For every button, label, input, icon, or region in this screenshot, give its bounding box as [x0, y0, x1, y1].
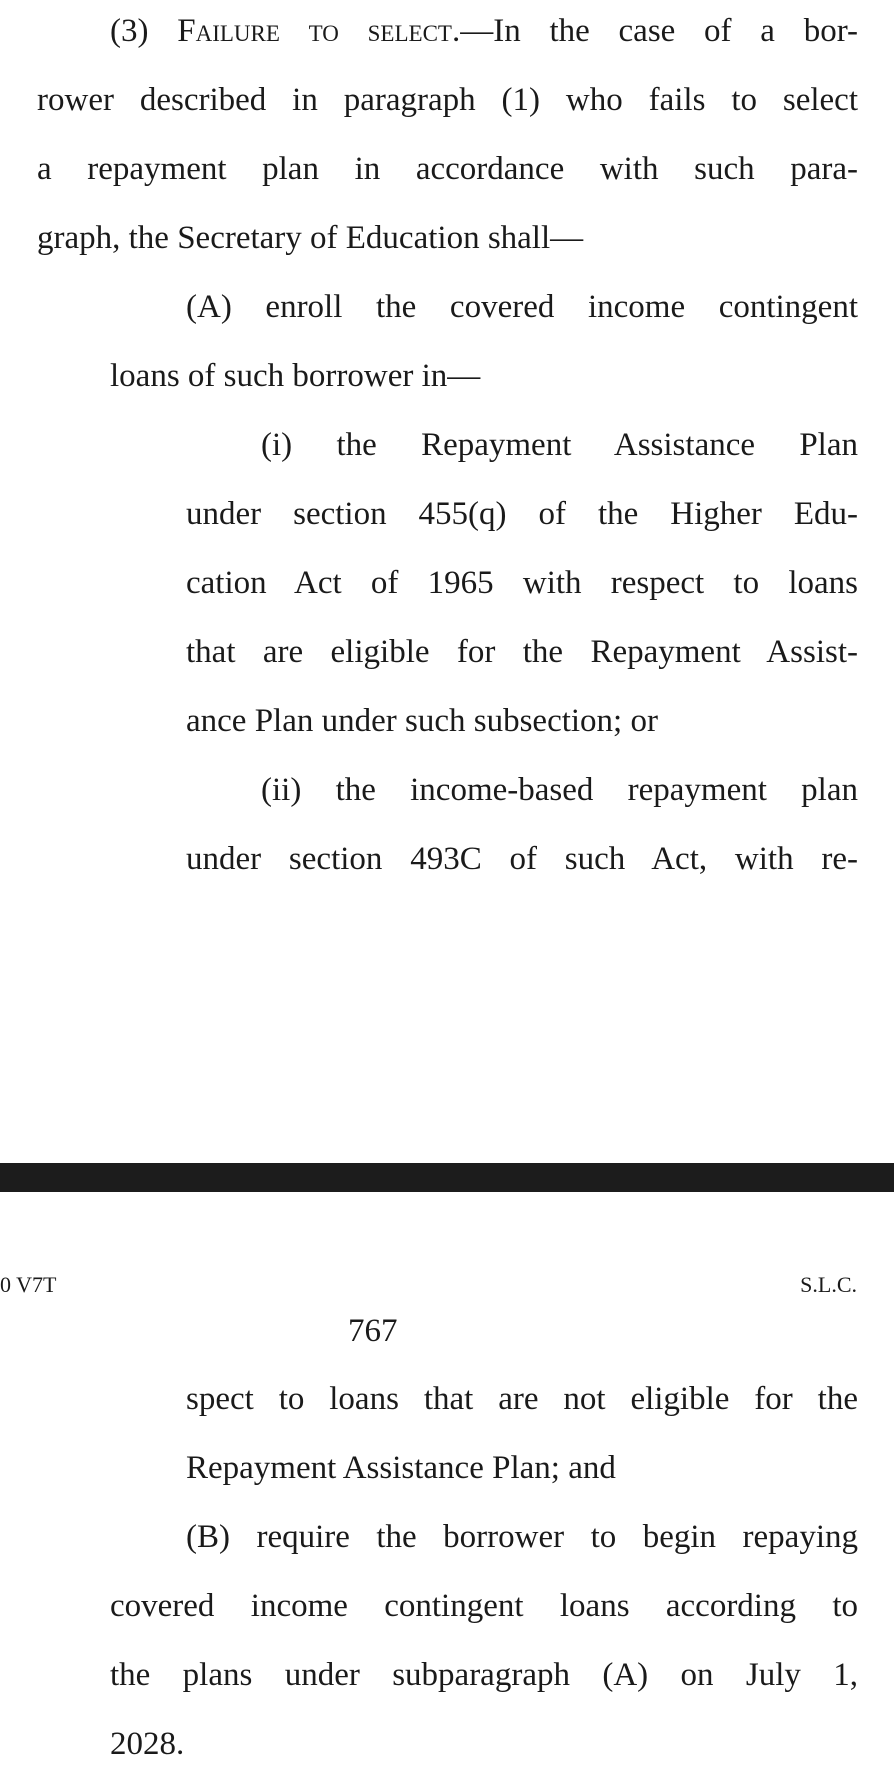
text-line: under section 493C of such Act, with re- — [186, 841, 858, 877]
text-line: spect to loans that are not eligible for the — [186, 1381, 858, 1417]
text-line: ance Plan under such subsection; or — [186, 703, 658, 739]
text-line: under section 455(q) of the Higher Edu- — [186, 496, 858, 532]
text-line: the plans under subparagraph (A) on July 1, — [110, 1657, 858, 1693]
text-line: Repayment Assistance Plan; and — [186, 1450, 616, 1486]
text-line: loans of such borrower in— — [110, 358, 481, 394]
text-line: (i) the Repayment Assistance Plan — [261, 427, 858, 463]
text-line: rower described in paragraph (1) who fails to select — [37, 82, 858, 118]
text-line: 2028. — [110, 1726, 185, 1762]
text-line: that are eligible for the Repayment Assist- — [186, 634, 858, 670]
text-line: (A) enroll the covered income contingent — [186, 289, 858, 325]
page-separator — [0, 1163, 894, 1192]
document-id-header: 0 V7T — [0, 1272, 57, 1297]
text-line: covered income contingent loans according to — [110, 1588, 858, 1624]
document-page-lower — [0, 1192, 894, 1792]
slc-header: S.L.C. — [800, 1272, 857, 1297]
text-line: graph, the Secretary of Education shall— — [37, 220, 584, 256]
text-line: (ii) the income-based repayment plan — [261, 772, 858, 808]
text-line: a repayment plan in accordance with such para- — [37, 151, 858, 187]
text-line: (B) require the borrower to begin repaying — [186, 1519, 858, 1555]
page-number: 767 — [348, 1313, 398, 1349]
text-line: (3) Failure to select.—In the case of a bor- — [110, 13, 859, 49]
text-line: cation Act of 1965 with respect to loans — [186, 565, 858, 601]
paragraph-heading: Failure to select. — [177, 13, 461, 49]
